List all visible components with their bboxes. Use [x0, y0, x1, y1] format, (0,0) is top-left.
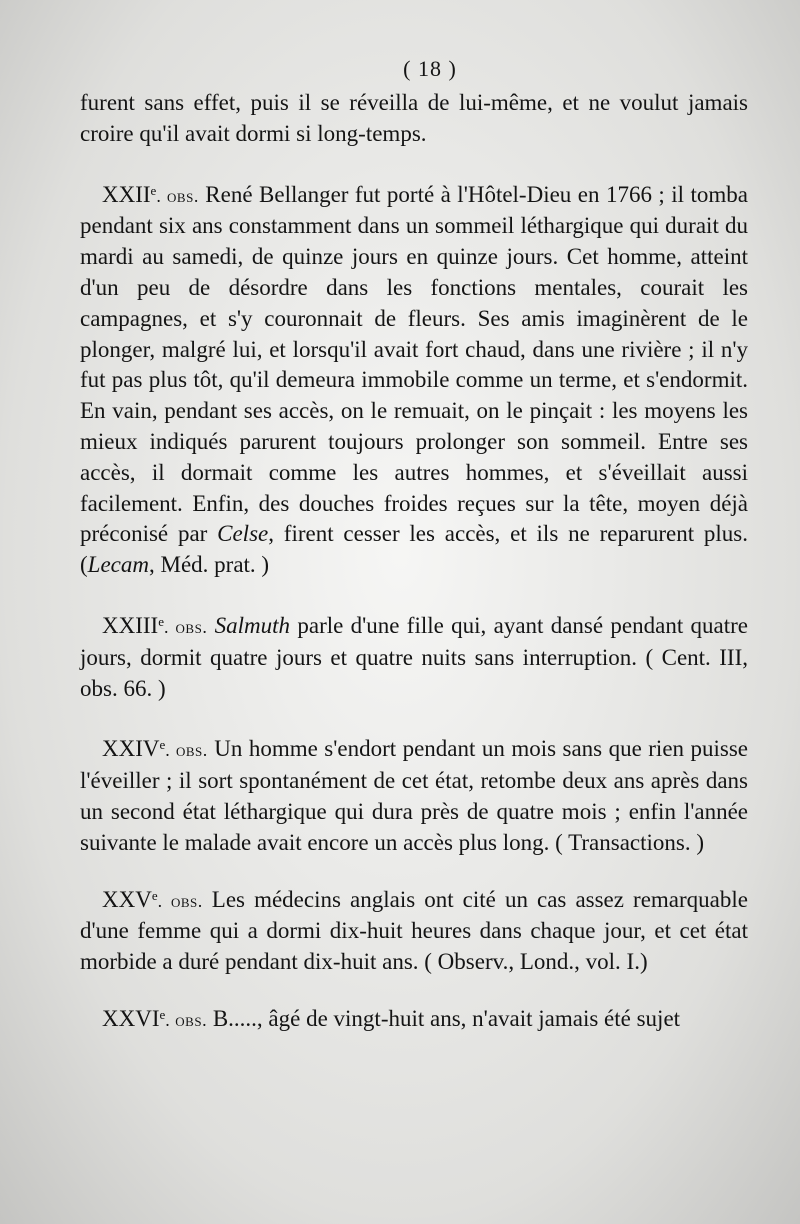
observation-number: XXVI — [102, 1005, 160, 1031]
observation-number: XXII — [102, 181, 151, 207]
source-author: Lecam — [87, 552, 149, 578]
author-name: Celse — [217, 521, 269, 547]
author-name: Salmuth — [214, 612, 291, 638]
obs-label: . obs. — [157, 890, 203, 911]
obs-label: . obs. — [163, 616, 208, 637]
ordinal-suffix: e — [158, 613, 164, 629]
page-number: ( 18 ) — [403, 56, 457, 81]
observation-text: Un homme s'endort pendant un mois sans que rien puisse l'éveiller ; il sort spontanément de cet état, retombe deux ans après dans un second état léthargique qui dura près de quatre mois ; enfin l'année suivante le malade avait encore un accès plus long. ( Transactions. ) — [80, 736, 748, 855]
page-text — [80, 88, 748, 1036]
ordinal-suffix: e — [150, 182, 157, 198]
observation-25 — [80, 885, 748, 978]
observation-text: , firent cesser les accès, et ils ne reparurent plus. ( — [80, 521, 748, 578]
observation-text: Les médecins anglais ont cité un cas assez remarquable d'une femme qui a dormi dix-huit heures dans chaque jour, et cet état morbide a duré pendant dix-huit ans. ( Observ., Lond., vol. I.) — [80, 886, 748, 975]
ordinal-suffix: e — [151, 887, 158, 903]
obs-label: . obs. — [156, 185, 199, 206]
observation-number: XXIII — [102, 612, 159, 638]
ordinal-suffix: e — [159, 737, 166, 753]
observation-text: René Bellanger fut porté à l'Hôtel-Dieu en 1766 ; il tomba pendant six ans constamment dans un sommeil léthargique qui durait du mardi au samedi, de quinze jours en quinze jours. Cet homme, atteint d'un peu de désordre dans les fonctions mentales, courait les campagnes, et s'y couronnait de fleurs. Ses amis imaginèrent de le plonger, malgré lui, et lorsqu'il avait fort chaud, dans une rivière ; il n'y fut pas plus tôt, qu'il demeura immobile comme un terme, et s'endormit. En vain, pendant ses accès, on le remuait, on le pinçait : les moyens les mieux indiqués parurent toujours prolonger son sommeil. Entre ses accès, il dormait comme les autres hommes, et s'éveillait aussi facilement. Enfin, des douches froides reçues sur la tête, moyen déjà préconisé par — [80, 181, 748, 547]
observation-text: parle d'une fille qui, ayant dansé pendant quatre jours, dormit quatre jours et quatre nuits sans interruption. ( Cent. III, obs. 66. ) — [80, 612, 748, 701]
observation-23 — [80, 611, 748, 704]
observation-text: B....., âgé de vingt-huit ans, n'avait jamais été sujet — [207, 1005, 681, 1031]
observation-number: XXV — [102, 886, 152, 912]
ordinal-suffix: e — [159, 1006, 166, 1022]
source-reference: , Méd. prat. ) — [149, 552, 270, 578]
observation-24 — [80, 734, 748, 858]
obs-label: . obs. — [165, 1009, 208, 1030]
continuation-paragraph: furent sans effet, puis il se réveilla de lui-même, et ne voulut jamais croire qu'il avait dormi si long-temps. — [80, 90, 748, 146]
observation-22 — [80, 180, 748, 581]
obs-label: . obs. — [165, 740, 208, 761]
observation-26 — [80, 1004, 748, 1036]
observation-number: XXIV — [102, 736, 160, 762]
